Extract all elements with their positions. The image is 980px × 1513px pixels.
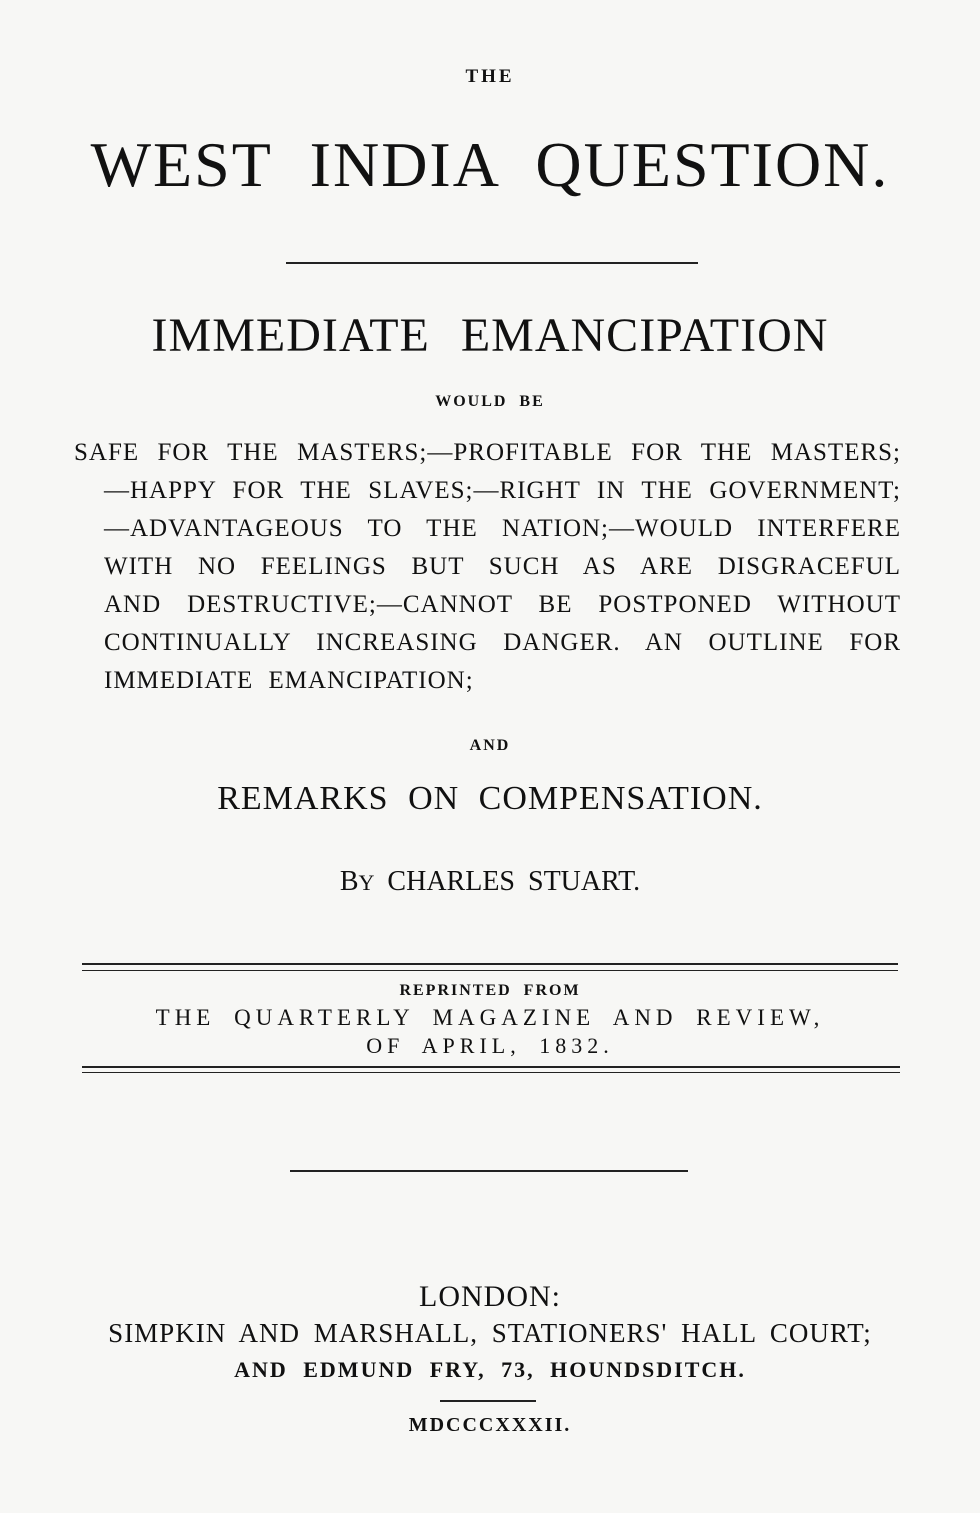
reprint-bottom-rule-thin	[82, 1072, 900, 1073]
subtitle: IMMEDIATE EMANCIPATION	[151, 309, 829, 362]
year-divider	[440, 1400, 536, 1402]
reprint-bottom-rule	[82, 1066, 900, 1068]
reprint-top-rule	[82, 963, 898, 965]
reprint-top-rule-thin	[82, 970, 898, 971]
by-rest: Y	[358, 870, 375, 895]
by-initial: B	[339, 866, 359, 897]
would-be-label: WOULD BE	[435, 393, 545, 410]
author-byline	[0, 866, 980, 898]
the-label: THE	[465, 66, 515, 87]
reprinted-from-label: REPRINTED FROM	[399, 982, 581, 999]
description-paragraph: SAFE FOR THE MASTERS;—PROFITABLE FOR THE MASTERS;—HAPPY FOR THE SLAVES;—RIGHT IN THE GOVERNMENT;—ADVANTAGEOUS TO THE NATION;—WOULD INTERFERE WITH NO FEELINGS BUT SUCH AS ARE DISGRACEFUL AND DESTRUCTIVE;—CANNOT BE POSTPONED WITHOUT CONTINUALLY INCREASING DANGER. AN OUTLINE FOR IMMEDIATE EMANCIPATION;	[74, 439, 901, 694]
reprint-source: THE QUARTERLY MAGAZINE AND REVIEW,	[155, 1005, 825, 1030]
title-divider	[286, 262, 698, 264]
imprint-publisher-line1: SIMPKIN AND MARSHALL, STATIONERS' HALL COURT;	[108, 1318, 872, 1348]
imprint-publisher-line2: AND EDMUND FRY, 73, HOUNDSDITCH.	[234, 1357, 746, 1382]
reprint-date: OF APRIL, 1832.	[366, 1033, 614, 1058]
main-title: WEST INDIA QUESTION.	[90, 129, 890, 200]
imprint-year: MDCCCXXXII.	[408, 1414, 572, 1436]
author-name: CHARLES STUART.	[387, 866, 641, 897]
section-divider	[290, 1170, 688, 1172]
remarks-title: REMARKS ON COMPENSATION.	[217, 780, 763, 817]
imprint-city: LONDON:	[419, 1280, 561, 1313]
and-label: AND	[469, 737, 511, 754]
